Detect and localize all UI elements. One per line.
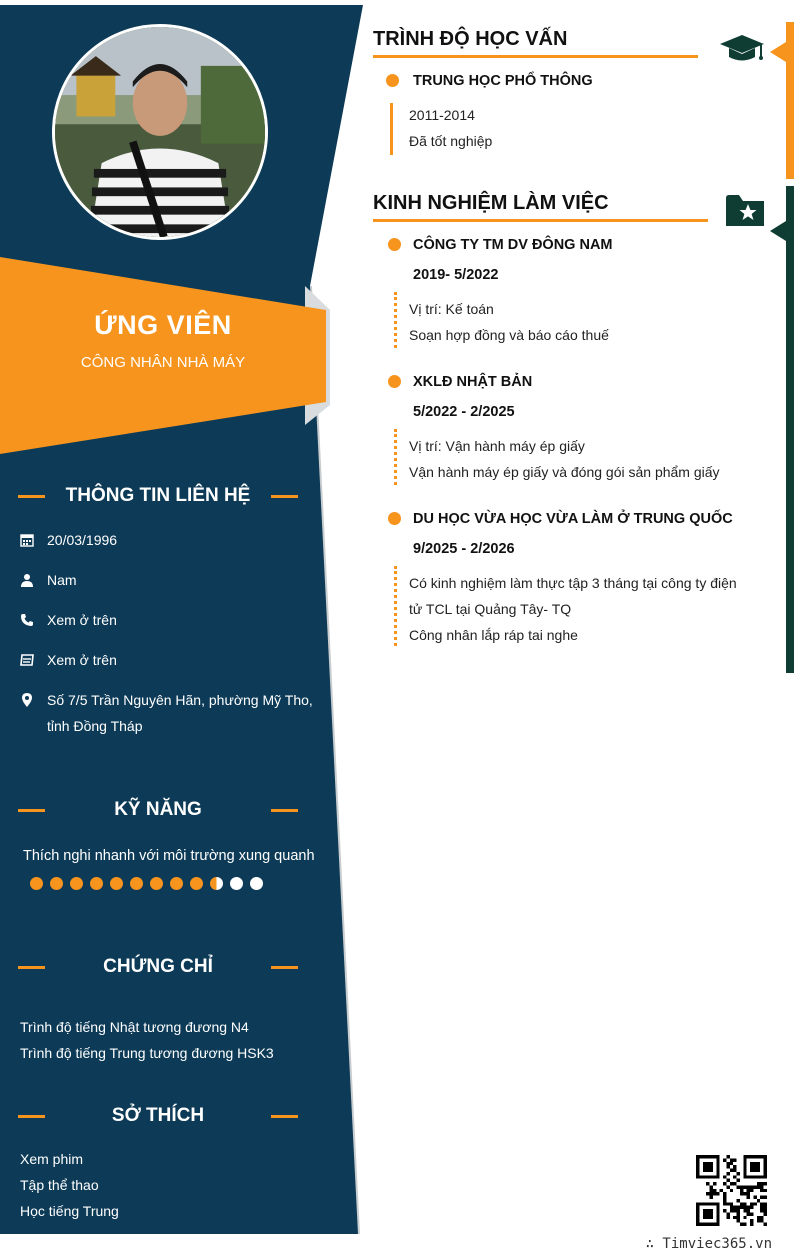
job-line: Vị trí: Vận hành máy ép giấy [409, 438, 585, 454]
job-line: Soạn hợp đồng và báo cáo thuế [409, 327, 609, 343]
skill-rating-dot [210, 877, 223, 890]
contact-address [20, 687, 315, 739]
education-bullet [386, 74, 399, 87]
heading-bar-left [18, 1115, 45, 1118]
skill-name: Thích nghi nhanh với môi trường xung quanh [23, 848, 315, 864]
job-period: 9/2025 - 2/2026 [413, 541, 515, 557]
job-line: Vận hành máy ép giấy và đóng gói sản phẩm giấy [409, 464, 720, 480]
job-timeline-line [394, 429, 397, 485]
hobby-item: Xem phim [20, 1151, 84, 1167]
certificate-item: Trình độ tiếng Nhật tương đương N4 [20, 1019, 249, 1035]
email-value: Xem ở trên [47, 652, 117, 668]
person-icon [20, 567, 47, 593]
heading-bar-right [271, 1115, 298, 1118]
contact-heading [18, 485, 298, 507]
skill-rating-dot [230, 877, 243, 890]
certificates-heading [18, 956, 298, 978]
experience-heading-underline [373, 219, 708, 222]
phone-value: Xem ở trên [47, 612, 117, 628]
gender-value: Nam [47, 572, 77, 588]
certificate-item: Trình độ tiếng Trung tương đương HSK3 [20, 1045, 274, 1061]
education-school: TRUNG HỌC PHỔ THÔNG [413, 73, 593, 89]
email-icon [20, 647, 47, 673]
skill-rating-dot [90, 877, 103, 890]
job-company: XKLĐ NHẬT BẢN [413, 374, 533, 390]
avatar-illustration [55, 27, 265, 237]
certificates-heading-text: CHỨNG CHỈ [103, 956, 213, 977]
hobby-item: Tập thể thao [20, 1177, 99, 1193]
job-period: 5/2022 - 2/2025 [413, 404, 515, 420]
heading-bar-left [18, 966, 45, 969]
skills-heading [18, 799, 298, 821]
education-details [409, 102, 759, 154]
heading-bar-left [18, 809, 45, 812]
skill-rating-dot [50, 877, 63, 890]
certificates-list [20, 1014, 274, 1066]
contact-gender [20, 567, 315, 593]
education-status: Đã tốt nghiệp [409, 133, 493, 149]
heading-bar-right [271, 495, 298, 498]
skill-rating [30, 877, 263, 890]
contact-heading-text: THÔNG TIN LIÊN HỆ [65, 485, 251, 506]
job-bullet [388, 238, 401, 251]
job-details [409, 296, 759, 348]
skill-rating-dot [250, 877, 263, 890]
hobbies-heading-text: SỞ THÍCH [111, 1105, 205, 1126]
map-pin-icon [20, 687, 47, 739]
skills-heading-text: KỸ NĂNG [114, 799, 202, 820]
calendar-icon [20, 527, 47, 553]
skill-rating-dot [70, 877, 83, 890]
qr-code [696, 1155, 767, 1231]
job-details [409, 433, 759, 485]
job-line: tử TCL tại Quảng Tây- TQ [409, 601, 572, 617]
contact-phone [20, 607, 315, 633]
job-company: CÔNG TY TM DV ĐÔNG NAM [413, 237, 613, 253]
birthday-value: 20/03/1996 [47, 532, 118, 548]
heading-bar-right [271, 966, 298, 969]
heading-bar-right [271, 809, 298, 812]
job-timeline-line [394, 566, 397, 646]
contact-email [20, 647, 315, 673]
education-heading-underline [373, 55, 698, 58]
job-period: 2019- 5/2022 [413, 267, 499, 283]
skill-rating-dot [130, 877, 143, 890]
skill-rating-dot [150, 877, 163, 890]
hobbies-heading [18, 1105, 298, 1127]
address-line-2: tỉnh Đồng Tháp [47, 718, 143, 734]
graduation-cap-icon [719, 33, 765, 68]
job-line: Vị trí: Kế toán [409, 301, 494, 317]
job-timeline-line [394, 292, 397, 348]
job-details [409, 570, 759, 648]
footer-brand: ∴ Timviec365.vn [645, 1236, 772, 1252]
skill-rating-dot [190, 877, 203, 890]
candidate-role: CÔNG NHÂN NHÀ MÁY [80, 354, 246, 371]
skill-rating-dot [170, 877, 183, 890]
candidate-name: ỨNG VIÊN [94, 310, 232, 340]
contact-birthday [20, 527, 315, 553]
job-line: Có kinh nghiệm làm thực tập 3 tháng tại công ty điện [409, 575, 737, 591]
hobbies-list [20, 1146, 119, 1224]
heading-bar-left [18, 495, 45, 498]
job-line: Công nhân lắp ráp tai nghe [409, 627, 578, 643]
skill-rating-dot [30, 877, 43, 890]
folder-star-icon [725, 193, 765, 232]
phone-icon [20, 607, 47, 633]
address-line-1: Số 7/5 Trần Nguyên Hãn, phường Mỹ Tho, [47, 692, 313, 708]
education-timeline-line [390, 103, 393, 155]
skill-rating-dot [110, 877, 123, 890]
job-company: DU HỌC VỪA HỌC VỪA LÀM Ở TRUNG QUỐC [413, 511, 733, 527]
avatar-photo [52, 24, 268, 240]
experience-heading: KINH NGHIỆM LÀM VIỆC [373, 192, 609, 214]
address-value [47, 687, 313, 739]
education-period: 2011-2014 [409, 107, 475, 123]
job-bullet [388, 512, 401, 525]
hobby-item: Học tiếng Trung [20, 1203, 119, 1219]
education-heading: TRÌNH ĐỘ HỌC VẤN [373, 28, 568, 50]
job-bullet [388, 375, 401, 388]
